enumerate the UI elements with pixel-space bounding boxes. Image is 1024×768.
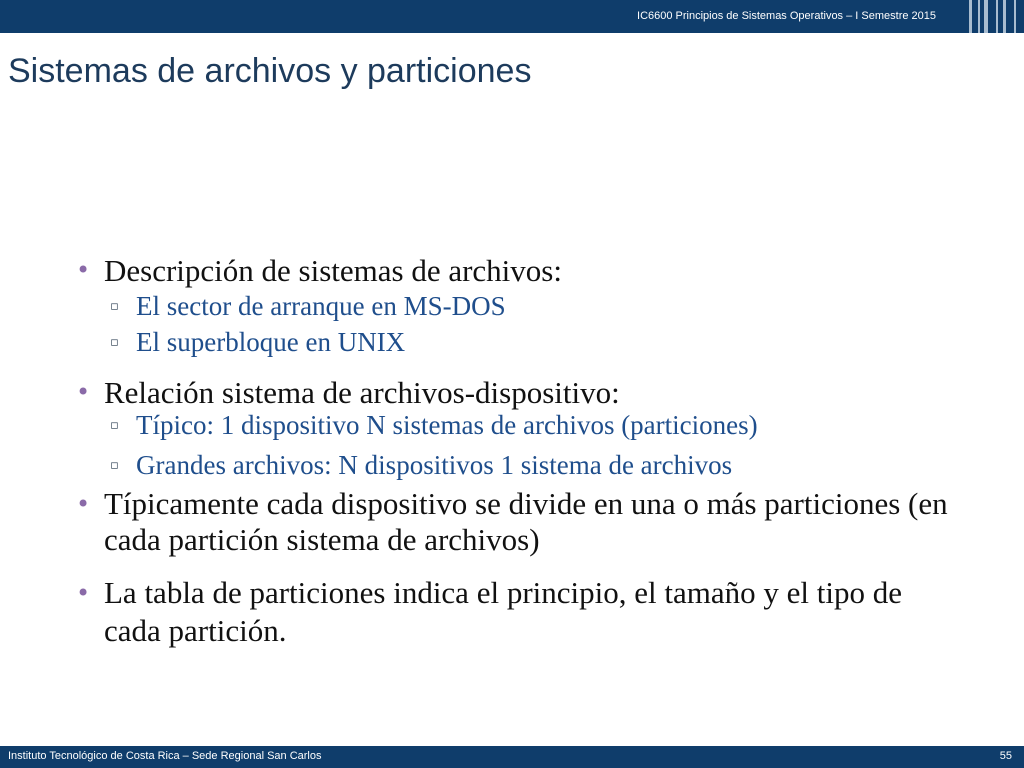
sub-bullet-text: El sector de arranque en MS-DOS [136, 291, 506, 321]
sub-bullet-text: Grandes archivos: N dispositivos 1 sistema de archivos [136, 450, 733, 480]
sub-bullet-item [76, 450, 964, 481]
square-bullet-icon: ▫ [110, 418, 119, 433]
sub-bullet-text: El superbloque en UNIX [136, 327, 406, 357]
slide-body [76, 252, 964, 650]
square-bullet-icon: ▫ [110, 299, 119, 314]
course-title: IC6600 Principios de Sistemas Operativos – I Semestre 2015 [637, 10, 936, 22]
bullet-item: • Descripción de sistemas de archivos: [76, 252, 964, 289]
sub-bullet-item [76, 412, 964, 439]
header-band [0, 0, 1024, 33]
page-number: 55 [999, 750, 1012, 762]
sub-bullet-text: Típico: 1 dispositivo N sistemas de archivos (particiones) [136, 410, 758, 440]
sub-bullet-item [76, 327, 964, 358]
institution-label: Instituto Tecnológico de Costa Rica – Sede Regional San Carlos [8, 750, 322, 762]
square-bullet-icon: ▫ [110, 335, 119, 350]
bullet-item: • La tabla de particiones indica el principio, el tamaño y el tipo de cada partición. [76, 574, 964, 650]
bullet-item: • Relación sistema de archivos-dispositivo: [76, 374, 964, 411]
square-bullet-icon: ▫ [110, 458, 119, 473]
sub-bullet-item [76, 291, 964, 322]
bullet-item: • Típicamente cada dispositivo se divide en una o más particiones (en cada partición sistema de archivos) [76, 486, 964, 558]
header-decoration [964, 0, 1024, 33]
page-title: Sistemas de archivos y particiones [8, 52, 532, 90]
footer-band [0, 746, 1024, 768]
header-divider [0, 33, 1024, 35]
